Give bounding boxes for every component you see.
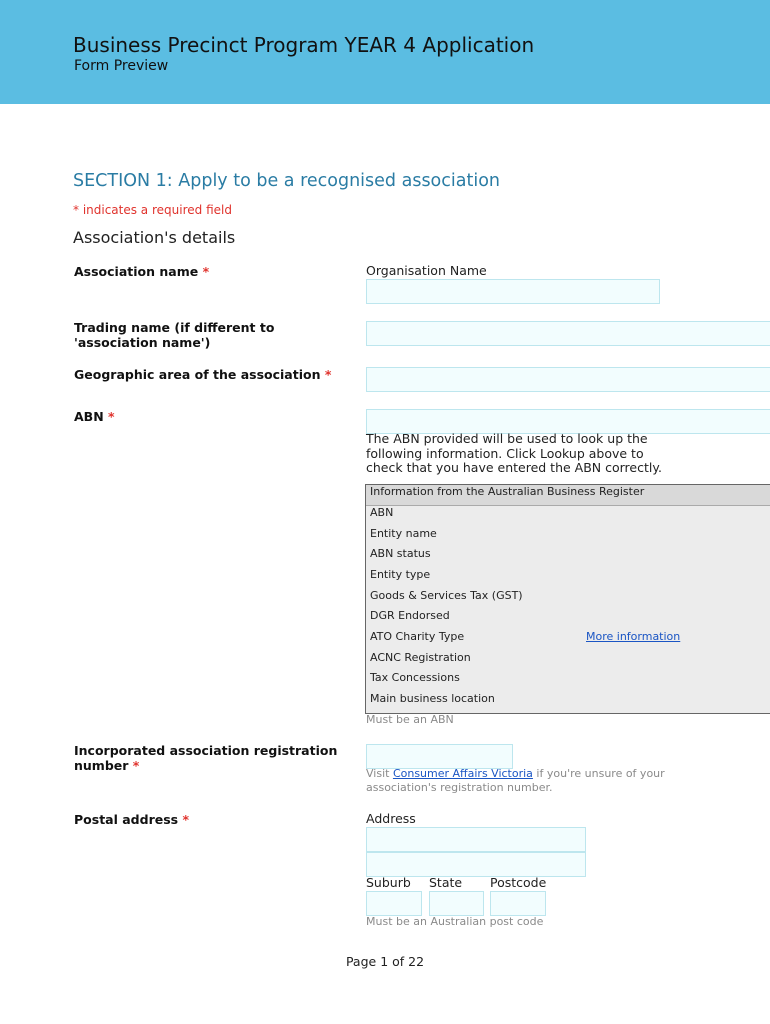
required-star: * xyxy=(324,367,332,382)
trading-name-input[interactable] xyxy=(366,321,770,346)
incorporated-number-label: Incorporated association registration number * xyxy=(74,743,338,773)
required-star: * xyxy=(182,812,189,827)
abn-label: ABN * xyxy=(74,409,115,424)
geographic-area-input[interactable] xyxy=(366,367,770,392)
postcode-input[interactable] xyxy=(490,891,546,916)
abr-row: ABN xyxy=(370,506,394,519)
address-line-1-input[interactable] xyxy=(366,827,586,852)
association-name-label: Association name * xyxy=(74,264,210,279)
geographic-area-label: Geographic area of the association * xyxy=(74,367,332,382)
required-note: * indicates a required field xyxy=(73,203,232,217)
abr-row: ATO Charity Type xyxy=(370,630,465,643)
address-sublabel: Address xyxy=(366,811,416,826)
suburb-sublabel: Suburb xyxy=(366,875,411,890)
association-name-input[interactable] xyxy=(366,279,660,304)
abr-row: Goods & Services Tax (GST) xyxy=(370,589,523,602)
trading-name-label: Trading name (if different to 'association name') xyxy=(74,320,275,350)
abr-info-box xyxy=(365,484,770,714)
required-star: * xyxy=(202,264,210,279)
more-information-link[interactable]: More information xyxy=(586,630,681,643)
abr-info-header: Information from the Australian Business Register xyxy=(366,485,770,506)
postcode-sublabel: Postcode xyxy=(490,875,547,890)
incorporated-number-hint: Visit Consumer Affairs Victoria if you're unsure of your association's registration number. xyxy=(366,767,665,794)
abr-row: DGR Endorsed xyxy=(370,609,450,622)
required-star: * xyxy=(108,409,115,424)
abr-row: Main business location xyxy=(370,692,495,705)
abn-description: The ABN provided will be used to look up the following information. Click Lookup above to check that you have entered the ABN correctly. xyxy=(366,431,662,475)
group-title: Association's details xyxy=(73,228,236,247)
page-header xyxy=(0,0,770,104)
state-sublabel: State xyxy=(429,875,463,890)
incorporated-number-input[interactable] xyxy=(366,744,513,769)
abr-row: Entity name xyxy=(370,527,437,540)
abr-row: Entity type xyxy=(370,568,431,581)
abr-row: ACNC Registration xyxy=(370,651,471,664)
page-number: Page 1 of 22 xyxy=(345,954,425,969)
page-title: Business Precinct Program YEAR 4 Application xyxy=(73,33,535,57)
state-input[interactable] xyxy=(429,891,484,916)
section-title: SECTION 1: Apply to be a recognised association xyxy=(73,171,500,191)
postcode-hint: Must be an Australian post code xyxy=(366,915,544,928)
abr-row: Tax Concessions xyxy=(370,671,460,684)
abn-hint: Must be an ABN xyxy=(366,713,454,726)
abr-row: ABN status xyxy=(370,547,431,560)
required-star: * xyxy=(132,758,140,773)
organisation-name-sublabel: Organisation Name xyxy=(366,263,487,278)
consumer-affairs-link[interactable]: Consumer Affairs Victoria xyxy=(392,767,533,780)
address-line-2-input[interactable] xyxy=(366,852,586,877)
suburb-input[interactable] xyxy=(366,891,422,916)
page-subtitle: Form Preview xyxy=(74,58,169,74)
postal-address-label: Postal address * xyxy=(74,812,189,827)
